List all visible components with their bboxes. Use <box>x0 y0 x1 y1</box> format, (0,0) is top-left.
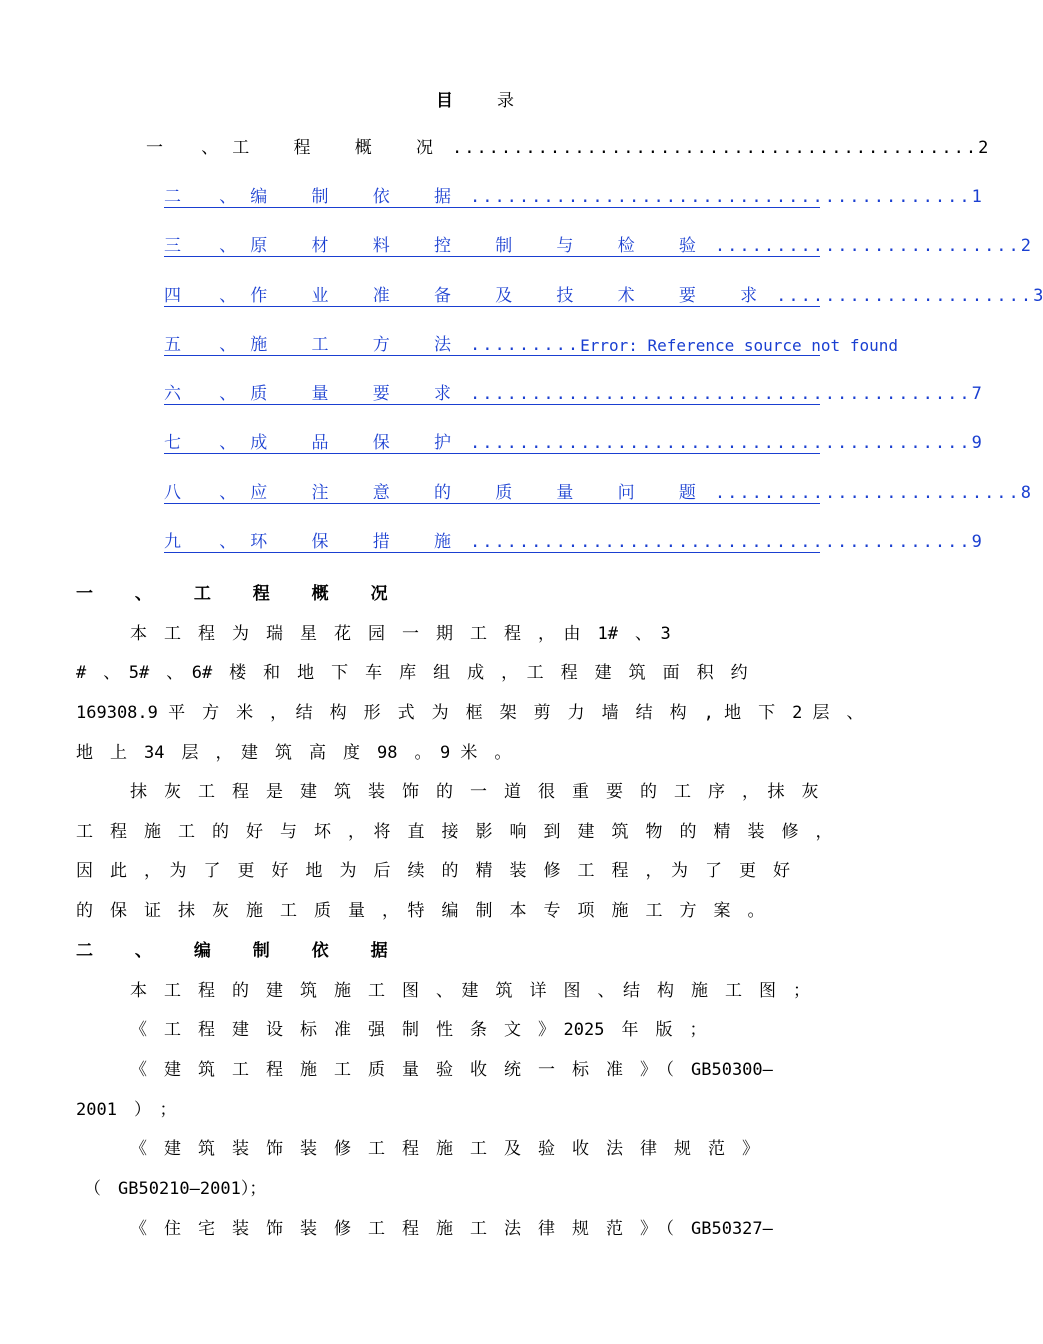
paragraph-line: 的 保 证 抹 灰 施 工 质 量 ， 特 编 制 本 专 项 施 工 方 案 。 <box>76 901 765 921</box>
paragraph-line: 抹 灰 工 程 是 建 筑 装 饰 的 一 道 很 重 要 的 工 序 ， 抹 灰 <box>130 782 819 802</box>
toc-item-dots: ..................... <box>776 286 1034 306</box>
toc-item-label: 原 材 料 控 制 与 检 验 <box>250 236 713 256</box>
toc-item-num: 六 、 <box>164 384 251 404</box>
toc-item-page: 2 <box>1020 236 1032 256</box>
paragraph-line: 《 工 程 建 设 标 准 强 制 性 条 文 》 2025 年 版 ； <box>130 1020 707 1040</box>
toc-item-page: 1 <box>971 187 982 207</box>
toc-item-num: 四 、 <box>164 286 251 306</box>
toc-item-label: 质 量 要 求 <box>250 384 468 404</box>
toc-item-num: 七 、 <box>164 433 251 453</box>
toc-item-num: 二 、 <box>164 187 251 207</box>
paragraph-line: 169308.9 平 方 米 ， 结 构 形 式 为 框 架 剪 力 墙 结 构 , 地 下 2 层 、 <box>76 703 864 723</box>
toc-item-label: 编 制 依 据 <box>250 187 468 207</box>
toc-item-num: 九 、 <box>164 532 251 552</box>
paragraph-line: 本 工 程 的 建 筑 施 工 图 、 建 筑 详 图 、 结 构 施 工 图 ； <box>130 981 810 1001</box>
paragraph-line: 2001 ） ； <box>76 1100 177 1120</box>
toc-item-num: 一 、 <box>146 138 233 158</box>
toc-item-9[interactable] <box>164 526 982 553</box>
toc-item-dots: ......................... <box>714 483 1021 503</box>
toc-item-dots: ......................... <box>714 236 1021 256</box>
toc-item-3[interactable] <box>164 230 1032 257</box>
paragraph-line: 地 上 34 层 ， 建 筑 高 度 98 。 9 米 。 <box>76 743 512 763</box>
section-heading-overview: 一 、 工 程 概 况 <box>76 584 406 604</box>
toc-item-6[interactable] <box>164 378 982 405</box>
paragraph-line: # 、 5# 、 6# 楼 和 地 下 车 库 组 成 ， 工 程 建 筑 面 积 约 <box>76 663 748 683</box>
paragraph-line: 《 住 宅 装 饰 装 修 工 程 施 工 法 律 规 范 》 （ GB50327— <box>130 1219 773 1239</box>
toc-item-page: 3 <box>1033 286 1043 306</box>
toc-item-num: 三 、 <box>164 236 251 256</box>
toc-item-5[interactable] <box>164 329 898 356</box>
toc-item-dots: ........................................... <box>451 138 979 158</box>
section-heading-basis: 二 、 编 制 依 据 <box>76 941 406 961</box>
toc-title <box>0 86 950 111</box>
toc-item-8[interactable] <box>164 477 1032 504</box>
toc-item-2[interactable] <box>164 181 982 208</box>
toc-item-dots: ......................................... <box>469 384 972 404</box>
toc-item-num: 八 、 <box>164 483 251 503</box>
toc-item-dots: ......................................... <box>469 532 972 552</box>
toc-item-4[interactable] <box>164 280 1043 307</box>
toc-item-1[interactable] <box>146 132 989 158</box>
paragraph-line: （ GB50210—2001）； <box>84 1179 267 1199</box>
toc-item-page: 9 <box>971 433 982 453</box>
paragraph-line: 工 程 施 工 的 好 与 坏 ， 将 直 接 影 响 到 建 筑 物 的 精 装 修 ， <box>76 822 833 842</box>
toc-item-dots: ......................................... <box>469 187 972 207</box>
toc-item-label: 作 业 准 备 及 技 术 要 求 <box>250 286 775 306</box>
toc-item-label: 应 注 意 的 质 量 问 题 <box>250 483 713 503</box>
paragraph-line: 因 此 ， 为 了 更 好 地 为 后 续 的 精 装 修 工 程 ， 为 了 更 好 <box>76 861 790 881</box>
toc-title-main: 目 <box>436 91 453 111</box>
toc-item-label: 工 程 概 况 <box>232 138 450 158</box>
toc-item-page: 9 <box>971 532 982 552</box>
toc-item-dots: ......... <box>469 335 581 355</box>
toc-item-label: 施 工 方 法 <box>250 335 468 355</box>
toc-item-label: 成 品 保 护 <box>250 433 468 453</box>
toc-item-7[interactable] <box>164 427 982 454</box>
paragraph-line: 《 建 筑 装 饰 装 修 工 程 施 工 及 验 收 法 律 规 范 》 <box>130 1139 759 1159</box>
toc-item-dots: ......................................... <box>469 433 972 453</box>
toc-title-sub: 录 <box>497 91 514 111</box>
paragraph-line: 本 工 程 为 瑞 星 花 园 一 期 工 程 ， 由 1# 、 3 <box>130 624 671 644</box>
toc-item-label: 环 保 措 施 <box>250 532 468 552</box>
toc-item-num: 五 、 <box>164 335 251 355</box>
toc-item-page: 7 <box>971 384 982 404</box>
toc-item-page: Error: Reference source not found <box>580 336 898 355</box>
toc-item-page: 2 <box>978 138 989 158</box>
paragraph-line: 《 建 筑 工 程 施 工 质 量 验 收 统 一 标 准 》 （ GB50300— <box>130 1060 773 1080</box>
toc-item-page: 8 <box>1020 483 1032 503</box>
